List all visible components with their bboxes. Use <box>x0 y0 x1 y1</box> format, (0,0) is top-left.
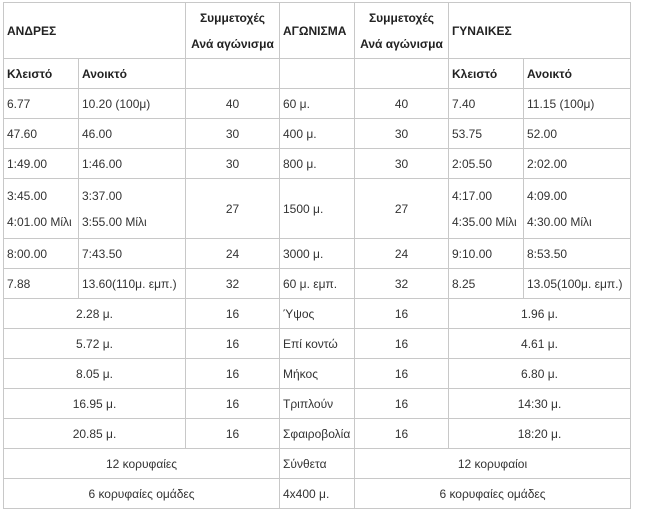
men-count: 16 <box>186 359 280 389</box>
men-standard: 5.72 μ. <box>4 329 186 359</box>
women-indoor-value <box>449 239 524 269</box>
women-count: 16 <box>355 419 449 449</box>
women-outdoor-value <box>524 179 631 239</box>
event-name: 3000 μ. <box>280 239 355 269</box>
women-outdoor-value <box>524 149 631 179</box>
table-row <box>4 299 631 329</box>
women-participants-header <box>355 3 449 59</box>
event-name: Σύνθετα <box>280 449 355 479</box>
women-count: 16 <box>355 359 449 389</box>
table-row <box>4 419 631 449</box>
women-indoor-value-line: 2:05.50 <box>452 156 493 171</box>
women-count: 30 <box>355 119 449 149</box>
men-indoor-value-line: 7.88 <box>7 276 31 291</box>
women-indoor-header: Κλειστό <box>449 59 524 89</box>
men-count: 32 <box>186 269 280 299</box>
men-indoor-value-line: 1:49.00 <box>7 156 48 171</box>
empty-cell <box>355 59 449 89</box>
men-outdoor-value-line: 13.60(110μ. εμπ.) <box>82 276 177 291</box>
women-outdoor-value-line: 4:09.00 <box>527 188 568 203</box>
men-count: 16 <box>186 419 280 449</box>
men-count: 16 <box>186 299 280 329</box>
men-count: 27 <box>186 179 280 239</box>
men-participants-header <box>186 3 280 59</box>
empty-cell <box>186 59 280 89</box>
men-indoor-header: Κλειστό <box>4 59 79 89</box>
men-indoor-value-line: 47.60 <box>7 126 38 141</box>
men-count: 16 <box>186 389 280 419</box>
men-outdoor-header: Ανοικτό <box>79 59 186 89</box>
men-count: 40 <box>186 89 280 119</box>
event-name: Μήκος <box>280 359 355 389</box>
table-row <box>4 389 631 419</box>
event-name: Σφαιροβολία <box>280 419 355 449</box>
event-name: Ύψος <box>280 299 355 329</box>
women-outdoor-value-line: 4:30.00 Μίλι <box>527 214 592 229</box>
women-header: ΓΥΝΑΙΚΕΣ <box>449 3 631 59</box>
men-outdoor-value-line: 10.20 (100μ) <box>82 96 151 111</box>
men-indoor-value <box>4 239 79 269</box>
men-count: 24 <box>186 239 280 269</box>
empty-cell <box>280 59 355 89</box>
table-row <box>4 179 631 239</box>
women-indoor-value-line: 4:35.00 Μίλι <box>452 214 517 229</box>
event-name: Επί κοντώ <box>280 329 355 359</box>
men-indoor-value-line: 4:01.00 Μίλι <box>7 214 72 229</box>
per-event-label: Ανά αγώνισμα <box>191 36 274 51</box>
men-standard: 8.05 μ. <box>4 359 186 389</box>
women-qualifiers: 6 κορυφαίες ομάδες <box>355 479 631 509</box>
women-outdoor-value-line: 13.05(100μ. εμπ.) <box>527 276 623 291</box>
women-count: 24 <box>355 239 449 269</box>
women-indoor-value-line: 53.75 <box>452 126 483 141</box>
qualifying-standards-table <box>3 2 631 509</box>
women-indoor-value-line: 9:10.00 <box>452 246 493 261</box>
men-header: ΑΝΔΡΕΣ <box>4 3 186 59</box>
event-name: 60 μ. <box>280 89 355 119</box>
table-row <box>4 479 631 509</box>
men-standard: 2.28 μ. <box>4 299 186 329</box>
table-row <box>4 449 631 479</box>
event-header: ΑΓΩΝΙΣΜΑ <box>280 3 355 59</box>
participants-label: Συμμετοχές <box>368 10 435 25</box>
men-indoor-value-line: 3:45.00 <box>7 188 48 203</box>
men-standard: 20.85 μ. <box>4 419 186 449</box>
table-row <box>4 329 631 359</box>
women-indoor-value-line: 7.40 <box>452 96 476 111</box>
men-outdoor-value <box>79 239 186 269</box>
event-name: 4x400 μ. <box>280 479 355 509</box>
men-count: 16 <box>186 329 280 359</box>
men-outdoor-value <box>79 149 186 179</box>
table-row <box>4 89 631 119</box>
men-outdoor-value-line: 3:37.00 <box>82 188 123 203</box>
men-count: 30 <box>186 149 280 179</box>
women-outdoor-value <box>524 119 631 149</box>
women-indoor-value-line: 4:17.00 <box>452 188 493 203</box>
women-count: 40 <box>355 89 449 119</box>
women-count: 27 <box>355 179 449 239</box>
women-standard: 1.96 μ. <box>449 299 631 329</box>
women-indoor-value <box>449 269 524 299</box>
women-count: 16 <box>355 389 449 419</box>
women-outdoor-value <box>524 239 631 269</box>
men-outdoor-value <box>79 119 186 149</box>
participants-label: Συμμετοχές <box>199 10 266 25</box>
women-standard: 4.61 μ. <box>449 329 631 359</box>
women-outdoor-value <box>524 269 631 299</box>
per-event-label: Ανά αγώνισμα <box>360 36 443 51</box>
women-qualifiers: 12 κορυφαίοι <box>355 449 631 479</box>
men-qualifiers: 6 κορυφαίες ομάδες <box>4 479 280 509</box>
table-row <box>4 149 631 179</box>
men-indoor-value-line: 8:00.00 <box>7 246 48 261</box>
women-standard: 18:20 μ. <box>449 419 631 449</box>
men-standard: 16.95 μ. <box>4 389 186 419</box>
women-indoor-value <box>449 89 524 119</box>
men-outdoor-value <box>79 89 186 119</box>
women-indoor-value <box>449 179 524 239</box>
men-outdoor-value-line: 3:55.00 Μίλι <box>82 214 147 229</box>
men-outdoor-value <box>79 269 186 299</box>
event-name: 400 μ. <box>280 119 355 149</box>
men-count: 30 <box>186 119 280 149</box>
men-indoor-value <box>4 179 79 239</box>
men-indoor-value <box>4 149 79 179</box>
men-outdoor-value <box>79 179 186 239</box>
men-qualifiers: 12 κορυφαίες <box>4 449 280 479</box>
men-outdoor-value-line: 1:46.00 <box>82 156 123 171</box>
men-outdoor-value-line: 7:43.50 <box>82 246 123 261</box>
women-outdoor-value <box>524 89 631 119</box>
women-standard: 14:30 μ. <box>449 389 631 419</box>
women-indoor-value <box>449 149 524 179</box>
table-row <box>4 359 631 389</box>
men-indoor-value-line: 6.77 <box>7 96 31 111</box>
table-row <box>4 269 631 299</box>
women-count: 30 <box>355 149 449 179</box>
men-indoor-value <box>4 89 79 119</box>
women-outdoor-value-line: 11.15 (100μ) <box>527 96 595 111</box>
women-indoor-value <box>449 119 524 149</box>
table-row <box>4 119 631 149</box>
women-count: 16 <box>355 299 449 329</box>
women-standard: 6.80 μ. <box>449 359 631 389</box>
event-name: Τριπλούν <box>280 389 355 419</box>
men-outdoor-value-line: 46.00 <box>82 126 113 141</box>
women-indoor-value-line: 8.25 <box>452 276 476 291</box>
women-count: 32 <box>355 269 449 299</box>
women-outdoor-header: Ανοικτό <box>524 59 631 89</box>
event-name: 800 μ. <box>280 149 355 179</box>
event-name: 60 μ. εμπ. <box>280 269 355 299</box>
table-row <box>4 239 631 269</box>
women-count: 16 <box>355 329 449 359</box>
women-outdoor-value-line: 2:02.00 <box>527 156 568 171</box>
men-indoor-value <box>4 269 79 299</box>
men-indoor-value <box>4 119 79 149</box>
women-outdoor-value-line: 52.00 <box>527 126 558 141</box>
event-name: 1500 μ. <box>280 179 355 239</box>
women-outdoor-value-line: 8:53.50 <box>527 246 568 261</box>
